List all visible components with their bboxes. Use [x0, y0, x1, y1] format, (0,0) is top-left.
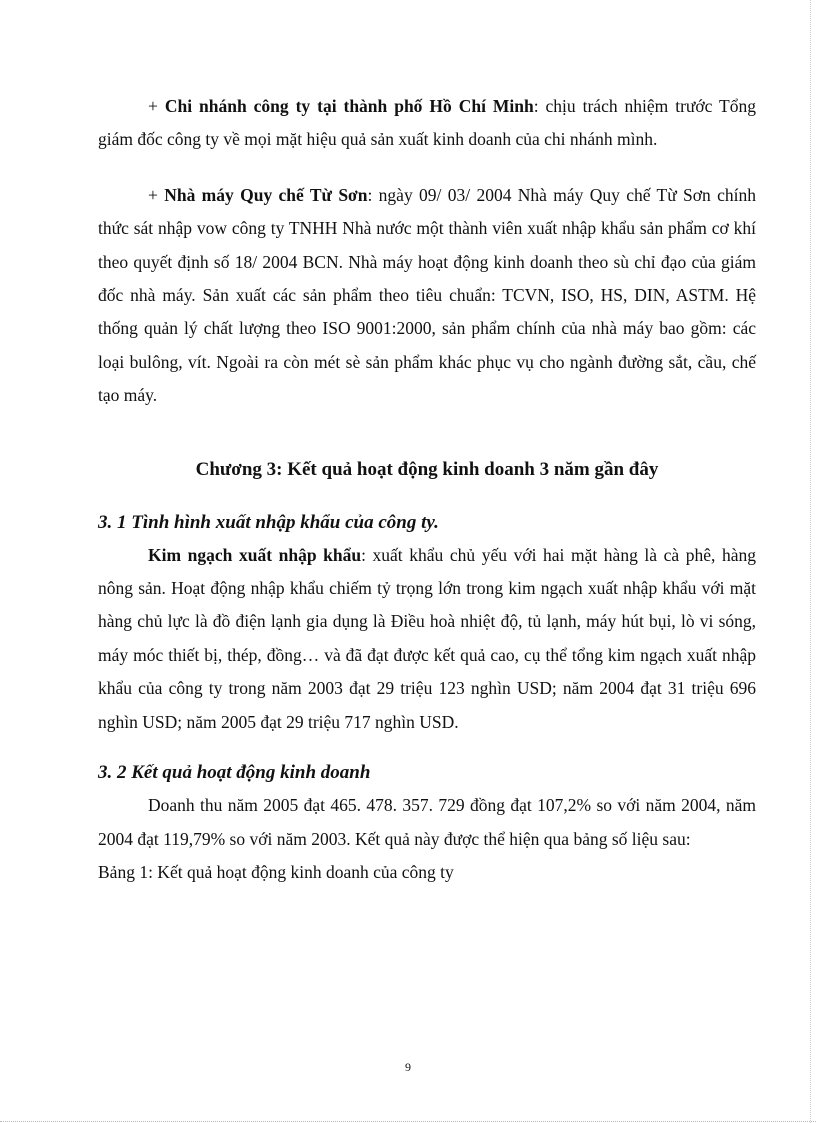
page-number: 9 — [405, 1060, 411, 1074]
page-bottom-rule — [0, 1121, 816, 1122]
paragraph-revenue: Doanh thu năm 2005 đạt 465. 478. 357. 729 đồng đạt 107,2% so với năm 2004, năm 2004 đạt 119,79% so với năm 2003. Kết quả này được thể hiện qua bảng số liệu sau: — [98, 795, 756, 849]
paragraph-tu-son-factory — [98, 179, 756, 413]
section-2-heading: 3. 2 Kết quả hoạt động kinh doanh — [98, 762, 371, 784]
import-export-title: Kim ngạch xuất nhập khẩu — [148, 544, 362, 565]
page-edge-rule — [810, 0, 811, 1123]
page-content — [98, 90, 756, 889]
bullet-lead: + — [148, 96, 165, 116]
bullet-lead: + — [148, 184, 165, 205]
tu-son-factory-title: Nhà máy Quy chế Từ Sơn — [164, 184, 368, 205]
hcm-branch-text: : chịu trách nhiệm trước Tổng giám đốc công ty về mọi mặt hiệu quả sản xuất kinh doanh của chi nhánh mình. — [98, 96, 757, 150]
import-export-text: : xuất khẩu chủ yếu với hai mặt hàng là cà phê, hàng nông sản. Hoạt động nhập khẩu chiếm tỷ trọng lớn trong kim ngạch xuất nhập khẩu với mặt hàng chủ lực là đồ điện lạnh gia dụng là Điều hoà nhiệt độ, tủ lạnh, máy hút bụi, lò vi sóng, máy móc thiết bị, thép, đồng… và đã đạt được kết quả cao, cụ thể tổng kim ngạch xuất nhập khẩu của công ty trong năm 2003 đạt 29 triệu 123 nghìn USD; năm 2004 đạt 31 triệu 696 nghìn USD; năm 2005 đạt 29 triệu 717 nghìn USD. — [98, 544, 756, 732]
hcm-branch-title: Chi nhánh công ty tại thành phố Hồ Chí Minh — [164, 96, 534, 116]
paragraph-import-export — [98, 539, 756, 739]
chapter-title: Chương 3: Kết quả hoạt động kinh doanh 3 năm gần đây — [195, 458, 659, 480]
paragraph-hcm-branch — [98, 90, 756, 157]
table-caption: Bảng 1: Kết quả hoạt động kinh doanh của công ty — [98, 861, 454, 882]
section-1-heading: 3. 1 Tình hình xuất nhập khẩu của công ty. — [98, 511, 439, 533]
tu-son-factory-text: : ngày 09/ 03/ 2004 Nhà máy Quy chế Từ Sơn chính thức sát nhập vow công ty TNHH Nhà nước một thành viên xuất nhập khẩu sản phẩm cơ khí theo quyết định số 18/ 2004 BCN. Nhà máy hoạt động kinh doanh theo sù chỉ đạo của giám đốc nhà máy. Sản xuất các sản phẩm theo tiêu chuẩn: TCVN, ISO, HS, DIN, ASTM. Hệ thống quản lý chất lượng theo ISO 9001:2000, sản phẩm chính của nhà máy bao gồm: các loại bulông, vít. Ngoài ra còn mét sè sản phẩm khác phục vụ cho ngành đường sắt, cầu, chế tạo máy. — [98, 184, 756, 406]
